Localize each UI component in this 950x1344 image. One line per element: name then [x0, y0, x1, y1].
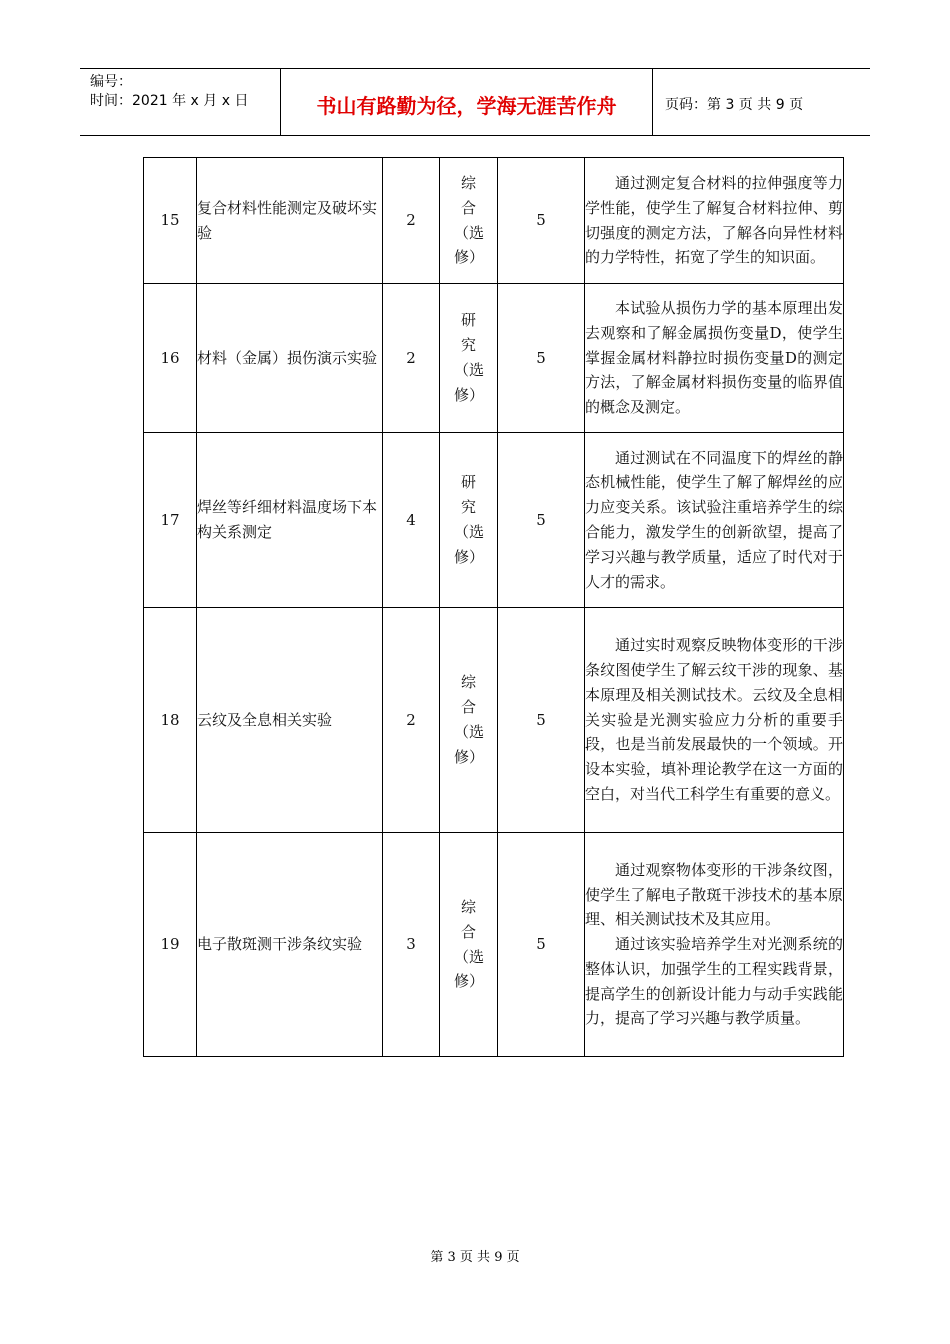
experiment-name: 云纹及全息相关实验: [197, 608, 383, 833]
row-number: 19: [144, 833, 197, 1057]
description-paragraph: 通过实时观察反映物体变形的干涉条纹图使学生了解云纹干涉的现象、基本原理及相关测试技术。云纹及全息相关实验是光测实验应力分析的重要手段，也是当前发展最快的一个领域。开设本实验，填补理论教学在这一方面的空白，对当代工科学生有重要的意义。: [585, 636, 843, 803]
table-row: [144, 833, 844, 1057]
experiment-credits: 5: [498, 833, 585, 1057]
experiment-type: 综合（选修）: [440, 608, 498, 833]
table-row: [144, 433, 844, 608]
experiment-table-body: [144, 158, 844, 1057]
experiment-name: 复合材料性能测定及破坏实验: [197, 158, 383, 284]
header-motto: 书山有路勤为径，学海无涯苦作舟: [281, 69, 653, 135]
experiment-description: [585, 158, 844, 284]
page-footer: 第 3 页 共 9 页: [430, 1250, 520, 1265]
description-paragraph: 通过测定复合材料的拉伸强度等力学性能，使学生了解复合材料拉伸、剪切强度的测定方法，了解各向异性材料的力学特性，拓宽了学生的知识面。: [585, 173, 843, 267]
time-label: 时间：2021 年 x 月 x 日: [90, 93, 249, 109]
experiment-hours: 2: [383, 158, 440, 284]
experiment-type: 研究（选修）: [440, 284, 498, 433]
header-meta: [80, 69, 281, 135]
table-row: [144, 158, 844, 284]
experiment-credits: 5: [498, 608, 585, 833]
description-paragraph: 通过该实验培养学生对光测系统的整体认识，加强学生的工程实践背景，提高学生的创新设计能力与动手实践能力，提高了学习兴趣与教学质量。: [585, 935, 843, 1028]
experiment-description: [585, 284, 844, 433]
experiment-type: 综合（选修）: [440, 833, 498, 1057]
description-paragraph: 通过观察物体变形的干涉条纹图，使学生了解电子散斑干涉技术的基本原理、相关测试技术及其应用。: [585, 860, 843, 929]
experiment-type: 综合（选修）: [440, 158, 498, 284]
experiment-table: [143, 157, 844, 1057]
experiment-hours: 4: [383, 433, 440, 608]
table-row: [144, 608, 844, 833]
description-paragraph: 通过测试在不同温度下的焊丝的静态机械性能，使学生了解了解焊丝的应力应变关系。该试验注重培养学生的综合能力，激发学生的创新欲望，提高了学习兴趣与教学质量，适应了时代对于人才的需求。: [585, 448, 843, 591]
row-number: 15: [144, 158, 197, 284]
experiment-name: 焊丝等纤细材料温度场下本构关系测定: [197, 433, 383, 608]
row-number: 17: [144, 433, 197, 608]
experiment-name: 材料（金属）损伤演示实验: [197, 284, 383, 433]
serial-label: 编号：: [90, 74, 132, 90]
experiment-credits: 5: [498, 433, 585, 608]
experiment-description: [585, 433, 844, 608]
experiment-description: [585, 608, 844, 833]
experiment-credits: 5: [498, 158, 585, 284]
experiment-type: 研究（选修）: [440, 433, 498, 608]
description-paragraph: 本试验从损伤力学的基本原理出发去观察和了解金属损伤变量D，使学生掌握金属材料静拉时损伤变量D的测定方法，了解金属材料损伤变量的临界值的概念及测定。: [585, 299, 843, 417]
experiment-credits: 5: [498, 284, 585, 433]
experiment-description: [585, 833, 844, 1057]
experiment-name: 电子散斑测干涉条纹实验: [197, 833, 383, 1057]
experiment-hours: 2: [383, 608, 440, 833]
header-page-label: 页码：第 3 页 共 9 页: [665, 97, 804, 113]
table-row: [144, 284, 844, 433]
experiment-hours: 2: [383, 284, 440, 433]
experiment-hours: 3: [383, 833, 440, 1057]
row-number: 18: [144, 608, 197, 833]
page-header: [80, 68, 870, 136]
row-number: 16: [144, 284, 197, 433]
